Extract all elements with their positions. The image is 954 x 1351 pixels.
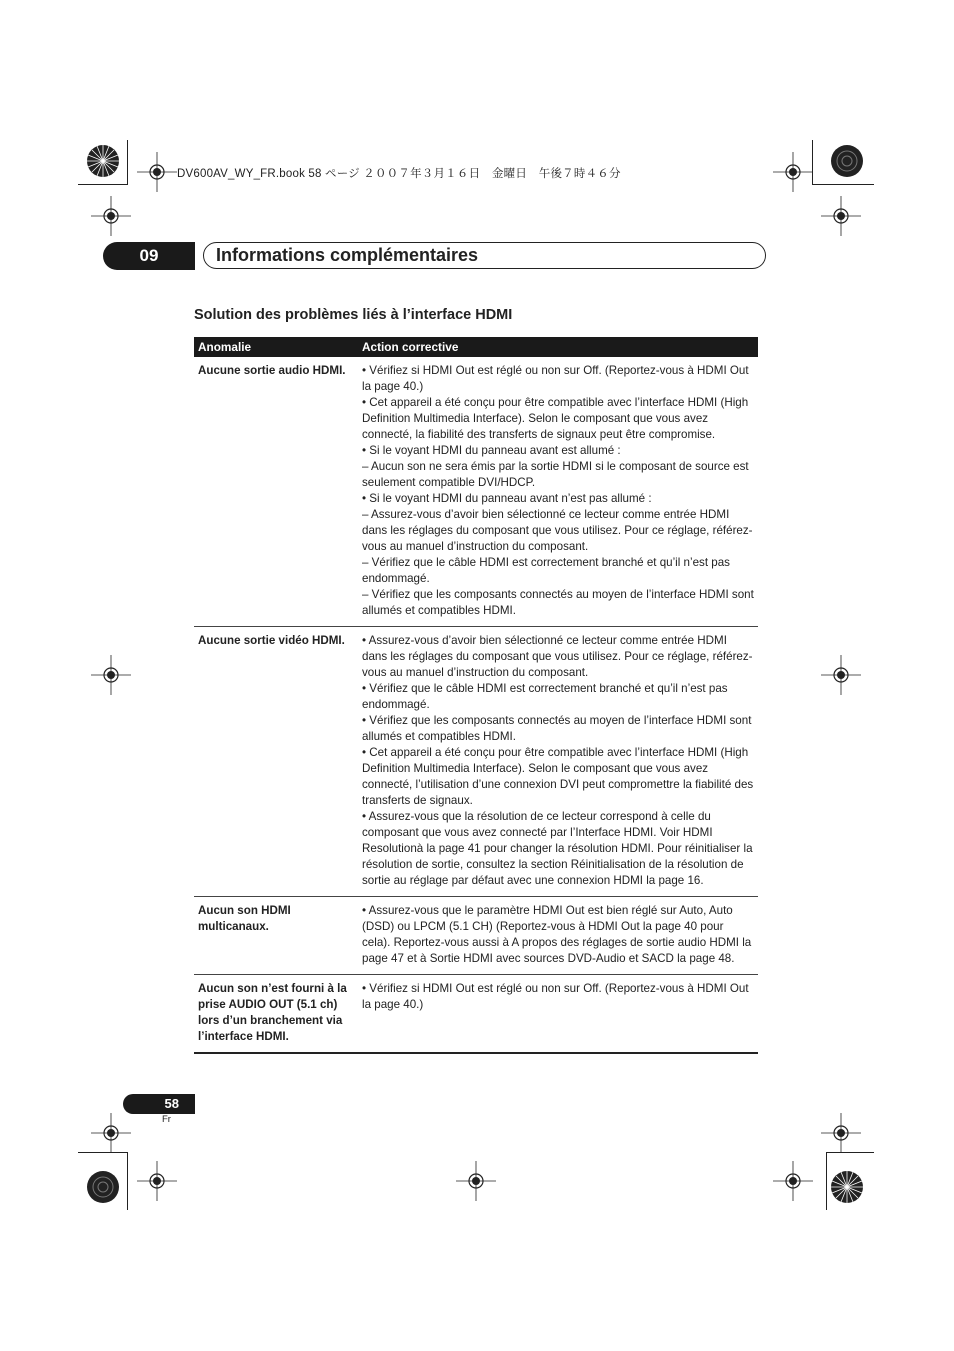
crosshair-mark-icon (91, 196, 131, 236)
registration-sunburst-icon (86, 1170, 120, 1204)
action-cell (358, 357, 758, 627)
section-title: Solution des problèmes liés à l’interface HDMI (194, 307, 513, 323)
file-header: DV600AV_WY_FR.book 58 ページ ２００７年３月１６日 金曜日 午後７時４６分 (177, 168, 621, 180)
crosshair-mark-icon (773, 1161, 813, 1201)
action-line: – Aucun son ne sera émis par la sortie HDMI si le composant de source est seulement compatible DVI/HDCP. (362, 460, 749, 489)
action-line: • Cet appareil a été conçu pour être compatible avec l’interface HDMI (High Definition Multimedia Interface). Selon le composant que vous avez connecté, la fiabilité des transferts de signaux peut être compromise. (362, 396, 749, 441)
action-line: • Vérifiez si HDMI Out est réglé ou non sur Off. (Reportez-vous à HDMI Out la page 40.) (362, 982, 749, 1011)
chapter-title: Informations complémentaires (203, 242, 766, 269)
action-cell (358, 627, 758, 897)
crosshair-mark-icon (773, 152, 813, 192)
action-line: – Assurez-vous d’avoir bien sélectionné ce lecteur comme entrée HDMI dans les réglages du composant que vous utilisez. Pour ce réglage, référez-vous au manuel d’instruction du composant. (362, 508, 753, 553)
action-cell (358, 975, 758, 1054)
crosshair-mark-icon (821, 655, 861, 695)
crosshair-mark-icon (821, 1113, 861, 1153)
chapter-number-badge: 09 (103, 242, 195, 270)
troubleshooting-table (194, 337, 758, 1054)
crosshair-mark-icon (821, 196, 861, 236)
action-line: – Vérifiez que le câble HDMI est correctement branché et qu’il n’est pas endommagé. (362, 556, 730, 585)
problem-cell: Aucune sortie vidéo HDMI. (194, 627, 358, 897)
crosshair-mark-icon (137, 1161, 177, 1201)
page-language: Fr (162, 1114, 171, 1125)
problem-cell: Aucune sortie audio HDMI. (194, 357, 358, 627)
action-line: • Vérifiez si HDMI Out est réglé ou non sur Off. (Reportez-vous à HDMI Out la page 40.) (362, 364, 749, 393)
page-number-badge: 58 (123, 1094, 195, 1114)
action-line: – Vérifiez que les composants connectés au moyen de l’interface HDMI sont allumés et compatibles HDMI. (362, 588, 754, 617)
action-line: • Vérifiez que les composants connectés au moyen de l’interface HDMI sont allumés et compatibles HDMI. (362, 714, 752, 743)
action-line: • Assurez-vous que la résolution de ce lecteur correspond à celle du composant que vous avez connecté par l’Interface HDMI. Voir HDMI Resolutionà la page 41 pour changer la résolution HDMI. Pour réinitialiser la résolution de sortie, consultez la section Réinitialisation de la résolution de sortie au réglage par défaut avec une connexion HDMI la page 16. (362, 810, 753, 887)
action-line: • Assurez-vous que le paramètre HDMI Out est bien réglé sur Auto, Auto (DSD) ou LPCM (5.1 CH) (Reportez-vous à HDMI Out la page 40 pour cela). Reportez-vous aussi à A propos des réglages de sortie audio HDMI la page 47 et à Sortie HDMI avec sources DVD-Audio et SACD la page 48. (362, 904, 752, 965)
action-line: • Assurez-vous d’avoir bien sélectionné ce lecteur comme entrée HDMI dans les réglages du composant que vous utilisez. Pour ce réglage, référez-vous au manuel d’instruction du composant. (362, 634, 753, 679)
action-line: • Si le voyant HDMI du panneau avant est allumé : (362, 444, 621, 457)
registration-sunburst-icon (830, 144, 864, 178)
crosshair-mark-icon (91, 655, 131, 695)
action-line: • Vérifiez que le câble HDMI est correctement branché et qu’il n’est pas endommagé. (362, 682, 728, 711)
table-header-row (194, 337, 758, 357)
crosshair-mark-icon (137, 152, 177, 192)
crosshair-mark-icon (456, 1161, 496, 1201)
column-header-anomalie: Anomalie (194, 337, 358, 357)
action-line: • Cet appareil a été conçu pour être compatible avec l’interface HDMI (High Definition Multimedia Interface). Selon le composant que vous avez connecté, l’utilisation d’une connexion DVI peut compromettre la fiabilité des transferts de signaux. (362, 746, 754, 807)
column-header-action: Action corrective (358, 337, 758, 357)
registration-sunburst-icon (830, 1170, 864, 1204)
table-row (194, 897, 758, 975)
registration-sunburst-icon (86, 144, 120, 178)
action-line: • Si le voyant HDMI du panneau avant n’est pas allumé : (362, 492, 652, 505)
crosshair-mark-icon (91, 1113, 131, 1153)
problem-cell: Aucun son n’est fourni à la prise AUDIO OUT (5.1 ch) lors d’un branchement via l’interface HDMI. (194, 975, 358, 1054)
table-row (194, 357, 758, 627)
action-cell (358, 897, 758, 975)
table-row (194, 627, 758, 897)
table-row (194, 975, 758, 1054)
problem-cell: Aucun son HDMI multicanaux. (194, 897, 358, 975)
